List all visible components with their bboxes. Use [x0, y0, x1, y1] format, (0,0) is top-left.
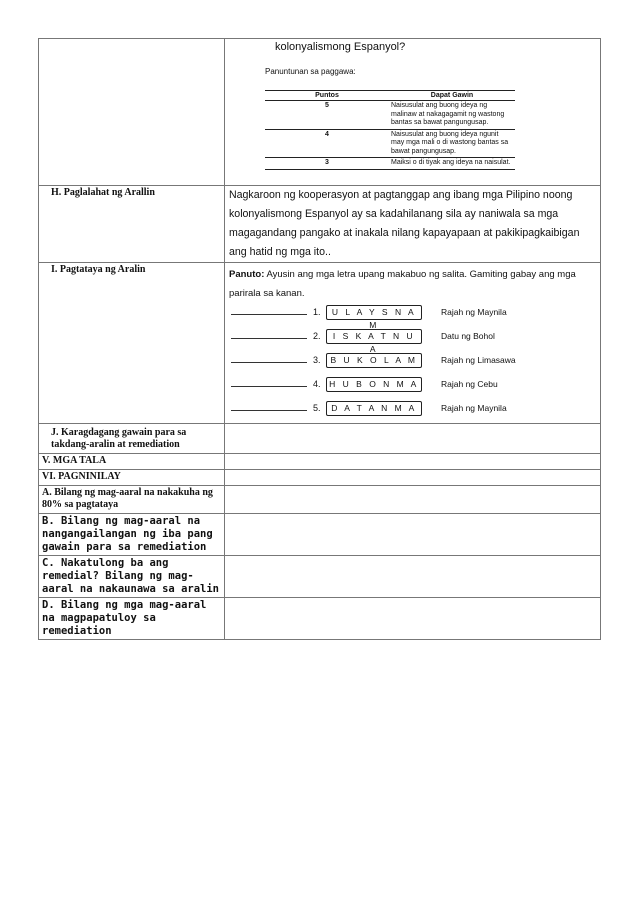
- section-i-label: I. Pagtataya ng Aralin: [51, 264, 146, 275]
- answer-blank: [231, 386, 307, 387]
- section-i-row: [39, 263, 601, 424]
- scrambled-word: I S K A T N U A: [326, 329, 422, 344]
- scrambled-word: B U K O L A M: [326, 353, 422, 368]
- reflection-b-row: [39, 514, 601, 556]
- item-number: 4.: [313, 379, 321, 389]
- clue-text: Datu ng Bohol: [441, 331, 495, 341]
- item-number: 3.: [313, 355, 321, 365]
- rubric-table: [265, 90, 515, 170]
- section-h-row: [39, 186, 601, 263]
- rubric-row-3: [265, 158, 515, 170]
- rubric-row: [39, 39, 601, 186]
- rubric-desc: Naisusulat ang buong ideya ng malinaw at nakagagamit ng wastong bantas sa bawat pangungusap.: [389, 101, 515, 130]
- rubric-title: Panuntunan sa paggawa:: [265, 67, 356, 76]
- rubric-points: 4: [265, 129, 389, 158]
- section-h-label: H. Paglalahat ng Arallin: [51, 187, 155, 198]
- rubric-row-5: [265, 101, 515, 130]
- reflection-a-label: A. Bilang ng mag-aaral na nakakuha ng 80% sa pagtataya: [42, 487, 213, 510]
- section-vi-label: VI. PAGNINILAY: [42, 471, 121, 482]
- reflection-c-content: [225, 556, 601, 598]
- rubric-points: 3: [265, 158, 389, 170]
- section-j-content: [225, 424, 601, 454]
- section-vi-content: [225, 470, 601, 486]
- reflection-d-label: D. Bilang ng mga mag-aaral na magpapatuloy sa remediation: [42, 599, 207, 637]
- reflection-a-content: [225, 486, 601, 514]
- question-continuation: kolonyalismong Espanyol?: [275, 41, 406, 53]
- section-v-label: V. MGA TALA: [42, 455, 107, 466]
- reflection-d-row: [39, 598, 601, 640]
- section-j-label: J. Karagdagang gawain para sa takdang-aralin at remediation: [51, 427, 187, 450]
- answer-blank: [231, 410, 307, 411]
- reflection-c-label: C. Nakatulong ba ang remedial? Bilang ng mag-aaral na nakaunawa sa aralin: [42, 557, 220, 595]
- rubric-desc: Naisusulat ang buong ideya ngunit may mga mali o di wastong bantas sa bawat pangungusap.: [389, 129, 515, 158]
- answer-blank: [231, 338, 307, 339]
- reflection-a-row: [39, 486, 601, 514]
- answer-blank: [231, 314, 307, 315]
- rubric-header-points: Puntos: [265, 91, 389, 101]
- scrambled-word: U L A Y S N A M: [326, 305, 422, 320]
- panuto-label: Panuto:: [229, 269, 265, 280]
- rubric-header-desc: Dapat Gawin: [389, 91, 515, 101]
- lesson-plan-page: [38, 38, 600, 640]
- panuto-instructions: [225, 263, 600, 303]
- item-number: 2.: [313, 331, 321, 341]
- item-number: 1.: [313, 307, 321, 317]
- answer-blank: [231, 362, 307, 363]
- clue-text: Rajah ng Cebu: [441, 379, 498, 389]
- rubric-desc: Maiksi o di tiyak ang ideya na naisulat.: [389, 158, 515, 170]
- lesson-plan-table: [38, 38, 601, 640]
- clue-text: Rajah ng Maynila: [441, 403, 507, 413]
- reflection-c-row: [39, 556, 601, 598]
- section-v-row: [39, 454, 601, 470]
- section-h-text: Nagkaroon ng kooperasyon at pagtanggap ang ibang mga Pilipino noong kolonyalismong Espanyol ay sa kadahilanang sila ay naniwala sa mga magagandang pangako at inakala nilang kapayapaan at pakikipagkaibigan ang hatid ng mga ito..: [229, 189, 580, 258]
- section-j-row: [39, 424, 601, 454]
- section-vi-row: [39, 470, 601, 486]
- reflection-d-content: [225, 598, 601, 640]
- word-scramble-list: [225, 303, 600, 423]
- clue-text: Rajah ng Limasawa: [441, 355, 516, 365]
- reflection-b-label: B. Bilang ng mag-aaral na nangangailangan ng iba pang gawain para sa remediation: [42, 515, 213, 553]
- rubric-cell: [225, 39, 601, 186]
- rubric-points: 5: [265, 101, 389, 130]
- scrambled-word: D A T A N M A: [326, 401, 422, 416]
- section-v-content: [225, 454, 601, 470]
- scrambled-word: H U B O N M A: [326, 377, 422, 392]
- rubric-row-4: [265, 129, 515, 158]
- empty-label-cell: [39, 39, 225, 186]
- panuto-text: Ayusin ang mga letra upang makabuo ng salita. Gamiting gabay ang mga parirala sa kanan.: [229, 269, 576, 299]
- reflection-b-content: [225, 514, 601, 556]
- clue-text: Rajah ng Maynila: [441, 307, 507, 317]
- item-number: 5.: [313, 403, 321, 413]
